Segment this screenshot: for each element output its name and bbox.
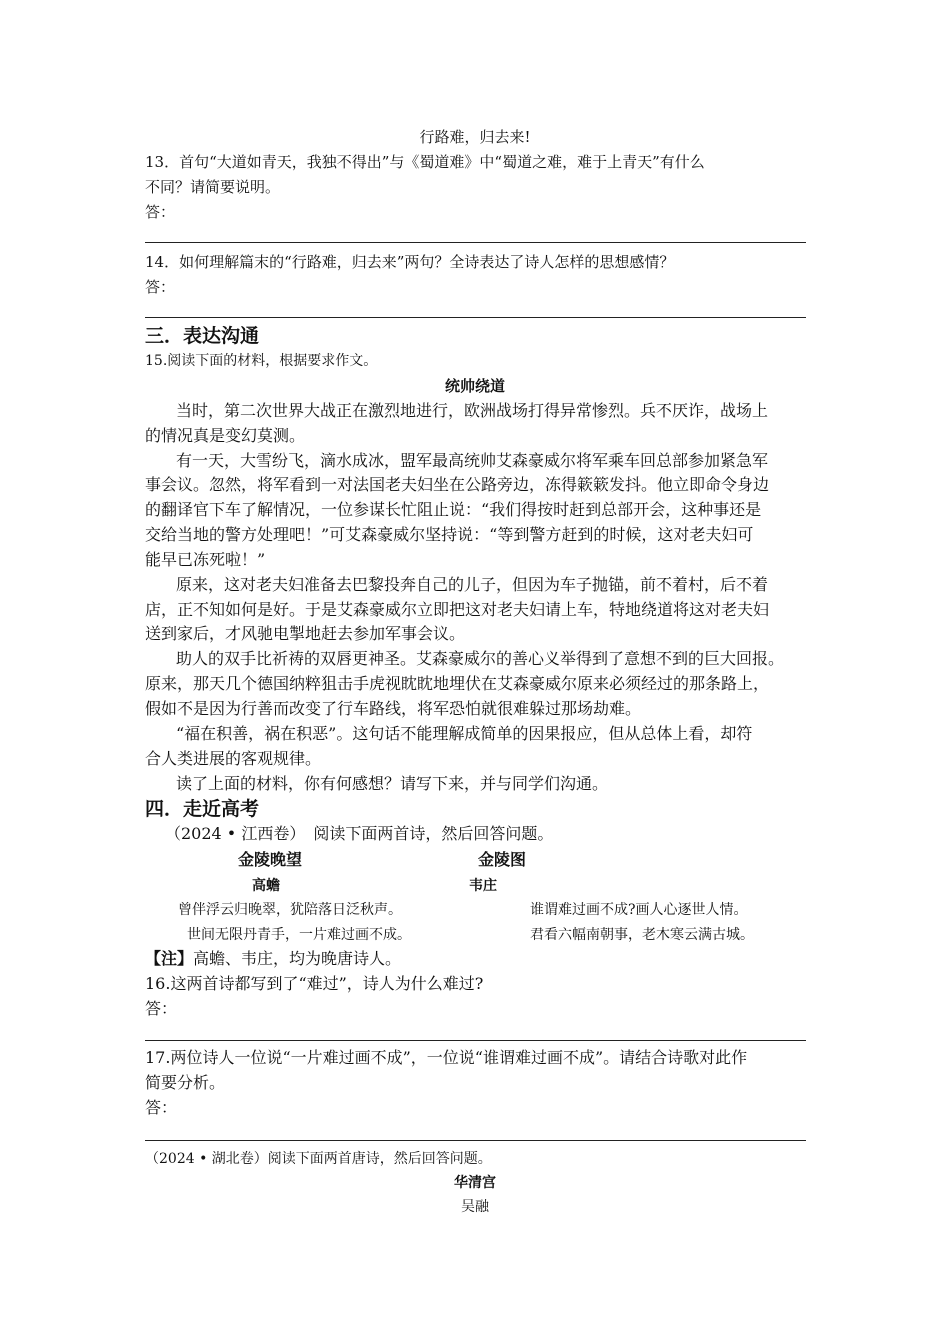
- answer-line: [145, 1140, 806, 1141]
- question-13-line-2: 不同？请简要说明。: [145, 178, 281, 196]
- question-14-answer-label: 答：: [145, 278, 176, 296]
- answer-line: [145, 1040, 806, 1041]
- poem-2-author: 韦庄: [469, 878, 497, 894]
- material-line: 店，正不知如何是好。于是艾森豪威尔立即把这对老夫妇请上车，特地绕道将这对老夫妇: [145, 600, 770, 619]
- poem-2-line-1: 谁谓难过画不成?画人心逐世人情。: [530, 902, 748, 918]
- material-line: “福在积善，祸在积恶”。这句话不能理解成简单的因果报应，但从总体上看，却符: [176, 724, 753, 743]
- material-line: 事会议。忽然，将军看到一对法国老夫妇坐在公路旁边，冻得簌簌发抖。他立即命令身边: [145, 475, 770, 494]
- question-13-line-1: 13．首句“大道如青天，我独不得出”与《蜀道难》中“蜀道之难，难于上青天”有什么: [145, 153, 705, 171]
- poem-1-line-2: 世间无限丹青手，一片难过画不成。: [187, 927, 411, 943]
- exam-intro-hubei: （2024 • 湖北卷）阅读下面两首唐诗，然后回答问题。: [145, 1151, 492, 1167]
- material-line: 能早已冻死啦！”: [145, 550, 266, 569]
- poem-3-title: 华清宫: [454, 1175, 496, 1191]
- poem-closing-line: 行路难，归去来!: [419, 128, 531, 146]
- poem-3-author: 吴融: [461, 1199, 489, 1215]
- poem-2-title: 金陵图: [478, 850, 527, 869]
- material-line: 助人的双手比祈祷的双唇更神圣。艾森豪威尔的善心义举得到了意想不到的巨大回报。: [176, 649, 785, 668]
- material-line: 合人类进展的客观规律。: [145, 749, 322, 768]
- material-line: 有一天，大雪纷飞，滴水成冰，盟军最高统帅艾森豪威尔将军乘车回总部参加紧急军: [176, 451, 769, 470]
- material-line: 原来，那天几个德国纳粹狙击手虎视眈眈地埋伏在艾森豪威尔原来必须经过的那条路上，: [145, 674, 770, 693]
- question-15-prompt: 15.阅读下面的材料，根据要求作文。: [145, 353, 378, 369]
- material-line: 假如不是因为行善而改变了行车路线，将军恐怕就很难躲过那场劫难。: [145, 699, 642, 718]
- question-17-answer-label: 答：: [145, 1098, 178, 1117]
- answer-line: [145, 317, 806, 318]
- material-line: 当时，第二次世界大战正在激烈地进行，欧洲战场打得异常惨烈。兵不厌诈，战场上: [176, 401, 769, 420]
- question-16-answer-label: 答：: [145, 999, 178, 1018]
- material-line: 送到家后，才风驰电掣地赶去参加军事会议。: [145, 624, 466, 643]
- exam-intro-jiangxi: （2024 • 江西卷） 阅读下面两首诗，然后回答问题。: [165, 824, 554, 843]
- question-17-line-2: 简要分析。: [145, 1073, 226, 1092]
- note-text: 高蟾、韦庄，均为晚唐诗人。: [193, 949, 402, 968]
- poem-note: [145, 949, 401, 969]
- question-13-answer-label: 答：: [145, 203, 176, 221]
- material-line: 的情况真是变幻莫测。: [145, 426, 306, 445]
- poem-2-line-2: 君看六幅南朝事，老木寒云满古城。: [530, 927, 754, 943]
- section-4-heading: 四．走近高考: [145, 798, 260, 820]
- note-label: 【注】: [145, 949, 194, 968]
- poem-1-title: 金陵晚望: [238, 850, 303, 869]
- question-14-line-1: 14．如何理解篇末的“行路难，归去来”两句？全诗表达了诗人怎样的思想感情？: [145, 253, 675, 271]
- section-3-heading: 三．表达沟通: [145, 325, 260, 347]
- material-line: 原来，这对老夫妇准备去巴黎投奔自己的儿子，但因为车子抛锚，前不着村，后不着: [176, 575, 769, 594]
- question-17-line-1: 17.两位诗人一位说“一片难过画不成”，一位说“谁谓难过画不成”。请结合诗歌对此作: [145, 1048, 748, 1067]
- material-line: 的翻译官下车了解情况，一位参谋长忙阻止说：“我们得按时赶到总部开会，这种事还是: [145, 500, 762, 519]
- question-16: 16.这两首诗都写到了“难过”，诗人为什么难过?: [145, 974, 484, 993]
- material-line: 交给当地的警方处理吧！”可艾森豪威尔坚持说：“等到警方赶到的时候，这对老夫妇可: [145, 525, 754, 544]
- material-line: 读了上面的材料，你有何感想？请写下来，并与同学们沟通。: [176, 774, 609, 793]
- poem-1-line-1: 曾伴浮云归晚翠，犹陪落日泛秋声。: [178, 902, 402, 918]
- poem-1-author: 高蟾: [252, 878, 280, 894]
- answer-line: [145, 242, 806, 243]
- material-title: 统帅绕道: [444, 377, 505, 395]
